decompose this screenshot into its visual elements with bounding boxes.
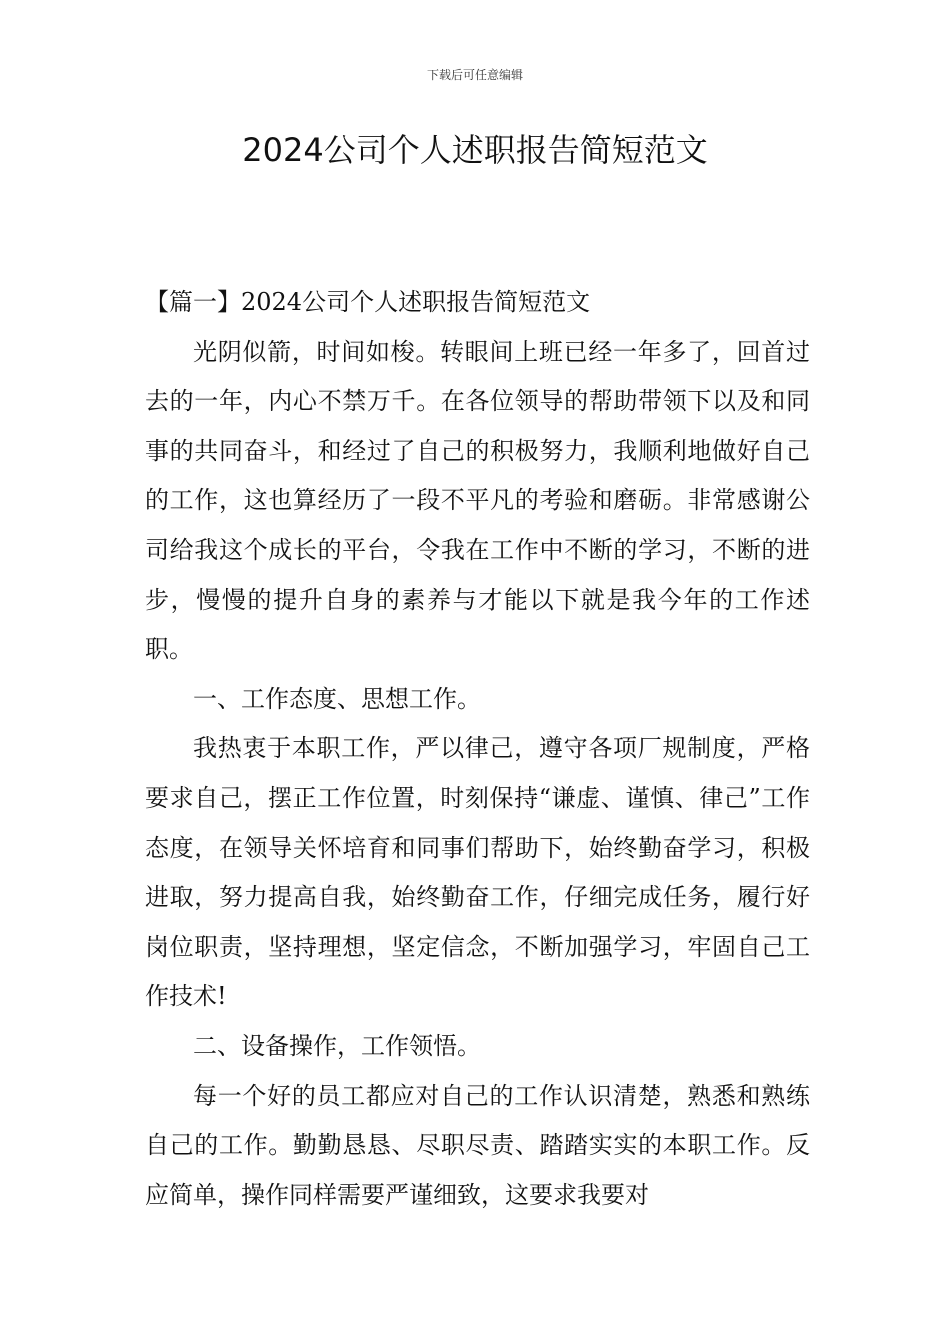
section-heading: 【篇一】2024公司个人述职报告简短范文 (145, 288, 591, 316)
paragraph-attitude: 我热衷于本职工作，严以律己，遵守各项厂规制度，严格要求自己，摆正工作位置，时刻保持“谦虚、谨慎、律己”工作态度，在领导关怀培育和同事们帮助下，始终勤奋学习，积极进取，努力提高自我，始终勤奋工作，仔细完成任务，履行好岗位职责，坚持理想，坚定信念，不断加强学习，牢固自己工作技术! (145, 734, 810, 1011)
subheading-equipment: 二、设备操作，工作领悟。 (193, 1031, 481, 1060)
document-title: 2024公司个人述职报告简短范文 (242, 131, 708, 169)
document-body (145, 278, 810, 1220)
paragraph-equipment: 每一个好的员工都应对自己的工作认识清楚，熟悉和熟练自己的工作。勤勤恳恳、尽职尽责、踏踏实实的本职工作。反应简单，操作同样需要严谨细致，这要求我要对 (145, 1081, 810, 1209)
subheading-attitude: 一、工作态度、思想工作。 (193, 684, 481, 713)
paragraph-intro: 光阴似箭，时间如梭。转眼间上班已经一年多了，回首过去的一年，内心不禁万千。在各位领导的帮助带领下以及和同事的共同奋斗，和经过了自己的积极努力，我顺利地做好自己的工作，这也算经历了一段不平凡的考验和磨砺。非常感谢公司给我这个成长的平台，令我在工作中不断的学习，不断的进步，慢慢的提升自身的素养与才能以下就是我今年的工作述职。 (145, 337, 810, 664)
header-note: 下载后可任意编辑 (426, 68, 523, 82)
